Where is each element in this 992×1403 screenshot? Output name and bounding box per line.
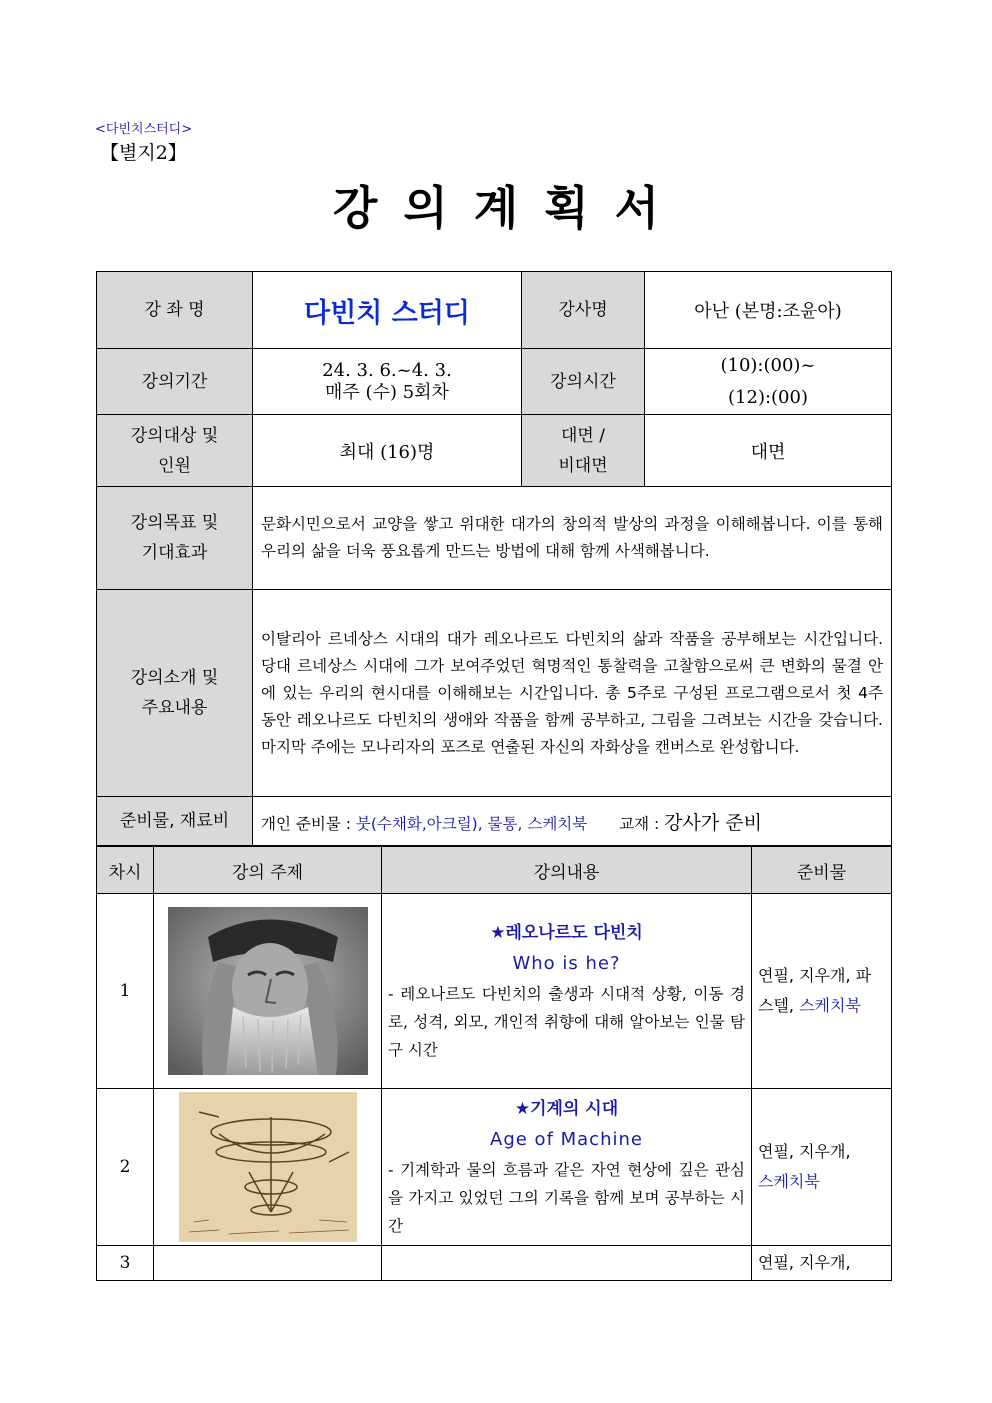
materials-prefix: 개인 준비물 :	[261, 814, 356, 833]
lesson-description: - 레오나르도 다빈치의 출생과 시대적 상황, 이동 경로, 성격, 외모, 개인적 취향에 대해 알아보는 인물 탐구 시간	[388, 985, 745, 1059]
target-label	[97, 415, 253, 487]
time-start: (10):(00)~	[720, 354, 816, 376]
topic-image-cell	[154, 1246, 382, 1281]
target-value: 최대 (16)명	[253, 415, 522, 487]
session-number: 1	[97, 894, 154, 1089]
mode-value: 대면	[645, 415, 892, 487]
intro-label-line2: 주요내용	[141, 698, 208, 718]
time-value	[645, 349, 892, 415]
materials-plain: 연필, 지우개, 파스텔,	[758, 966, 872, 1015]
materials-value	[253, 797, 892, 846]
machine-sketch-image	[179, 1092, 357, 1242]
header-topic: 강의 주제	[154, 847, 382, 894]
lesson-title: ★레오나르도 다빈치	[490, 923, 643, 943]
header-session: 차시	[97, 847, 154, 894]
course-name: 다빈치 스터디	[253, 272, 522, 349]
materials-items: 붓(수채화,아크릴), 물통, 스케치북	[355, 814, 588, 833]
lesson-content	[382, 1089, 752, 1246]
table-row	[97, 894, 892, 1089]
materials-highlight: 스케치북	[758, 1172, 820, 1191]
header-materials: 준비물	[752, 847, 892, 894]
time-end: (12):(00)	[728, 386, 808, 408]
session-number: 2	[97, 1089, 154, 1246]
intro-label-line1: 강의소개 및	[130, 668, 219, 688]
goal-label-line1: 강의목표 및	[130, 513, 219, 533]
lesson-materials	[752, 1089, 892, 1246]
target-label-line1: 강의대상 및	[130, 425, 219, 446]
materials-label: 준비물, 재료비	[97, 797, 253, 846]
lesson-subtitle: Age of Machine	[490, 1129, 643, 1150]
lesson-materials: 연필, 지우개,	[752, 1246, 892, 1281]
goal-text: 문화시민으로서 교양을 쌓고 위대한 대가의 창의적 발상의 과정을 이해해봅니다. 이를 통해 우리의 삶을 더욱 풍요롭게 만드는 방법에 대해 함께 사색해봅니다.	[253, 487, 892, 590]
lesson-title: ★기계의 시대	[514, 1099, 619, 1119]
goal-label	[97, 487, 253, 590]
appendix-label: 【별지2】	[100, 142, 187, 164]
period-dates: 24. 3. 6.~4. 3.	[322, 359, 452, 381]
lesson-materials	[752, 894, 892, 1089]
period-label: 강의기간	[97, 349, 253, 415]
mode-label-line1: 대면 /	[561, 425, 605, 446]
portrait-image	[168, 907, 368, 1075]
goal-label-line2: 기대효과	[141, 543, 208, 563]
page-title: 강의계획서	[332, 181, 686, 235]
instructor-name: 아난 (본명:조윤아)	[645, 272, 892, 349]
intro-label	[97, 590, 253, 797]
topic-image-cell	[154, 1089, 382, 1246]
topic-image-cell	[154, 894, 382, 1089]
period-frequency: 매주 (수) 5회차	[325, 381, 449, 403]
period-value	[253, 349, 522, 415]
materials-highlight: 스케치북	[799, 996, 861, 1015]
header-tag: <다빈치스터디>	[95, 122, 193, 137]
header-content: 강의내용	[382, 847, 752, 894]
lesson-content	[382, 894, 752, 1089]
time-label: 강의시간	[522, 349, 645, 415]
table-row	[97, 1246, 892, 1281]
textbook-prefix: 교재 :	[619, 814, 665, 833]
mode-label	[522, 415, 645, 487]
materials-plain: 연필, 지우개,	[758, 1142, 851, 1161]
intro-text: 이탈리아 르네상스 시대의 대가 레오나르도 다빈치의 삶과 작품을 공부해보는 시간입니다. 당대 르네상스 시대에 그가 보여주었던 혁명적인 통찰력을 고찰함으로써 큰 변화의 물결 안에 있는 우리의 현시대를 이해해보는 시간입니다. 총 5주로 구성된 프로그램으로서 첫 4주 동안 레오나르도 다빈치의 생애와 작품을 함께 공부하고, 그림을 그려보는 시간을 갖습니다. 마지막 주에는 모나리자의 포즈로 연출된 자신의 자화상을 캔버스로 완성합니다.	[253, 590, 892, 797]
instructor-label: 강사명	[522, 272, 645, 349]
course-label: 강 좌 명	[97, 272, 253, 349]
session-number: 3	[97, 1246, 154, 1281]
schedule-table	[96, 846, 892, 1281]
mode-label-line2: 비대면	[558, 455, 608, 476]
target-label-line2: 인원	[158, 455, 191, 476]
lesson-subtitle: Who is he?	[512, 953, 621, 974]
textbook-value: 강사가 준비	[664, 811, 762, 834]
course-info-table	[96, 271, 892, 846]
table-row	[97, 1089, 892, 1246]
lesson-content	[382, 1246, 752, 1281]
lesson-description: - 기계학과 물의 흐름과 같은 자연 현상에 깊은 관심을 가지고 있었던 그의 기록을 함께 보며 공부하는 시간	[388, 1161, 745, 1235]
